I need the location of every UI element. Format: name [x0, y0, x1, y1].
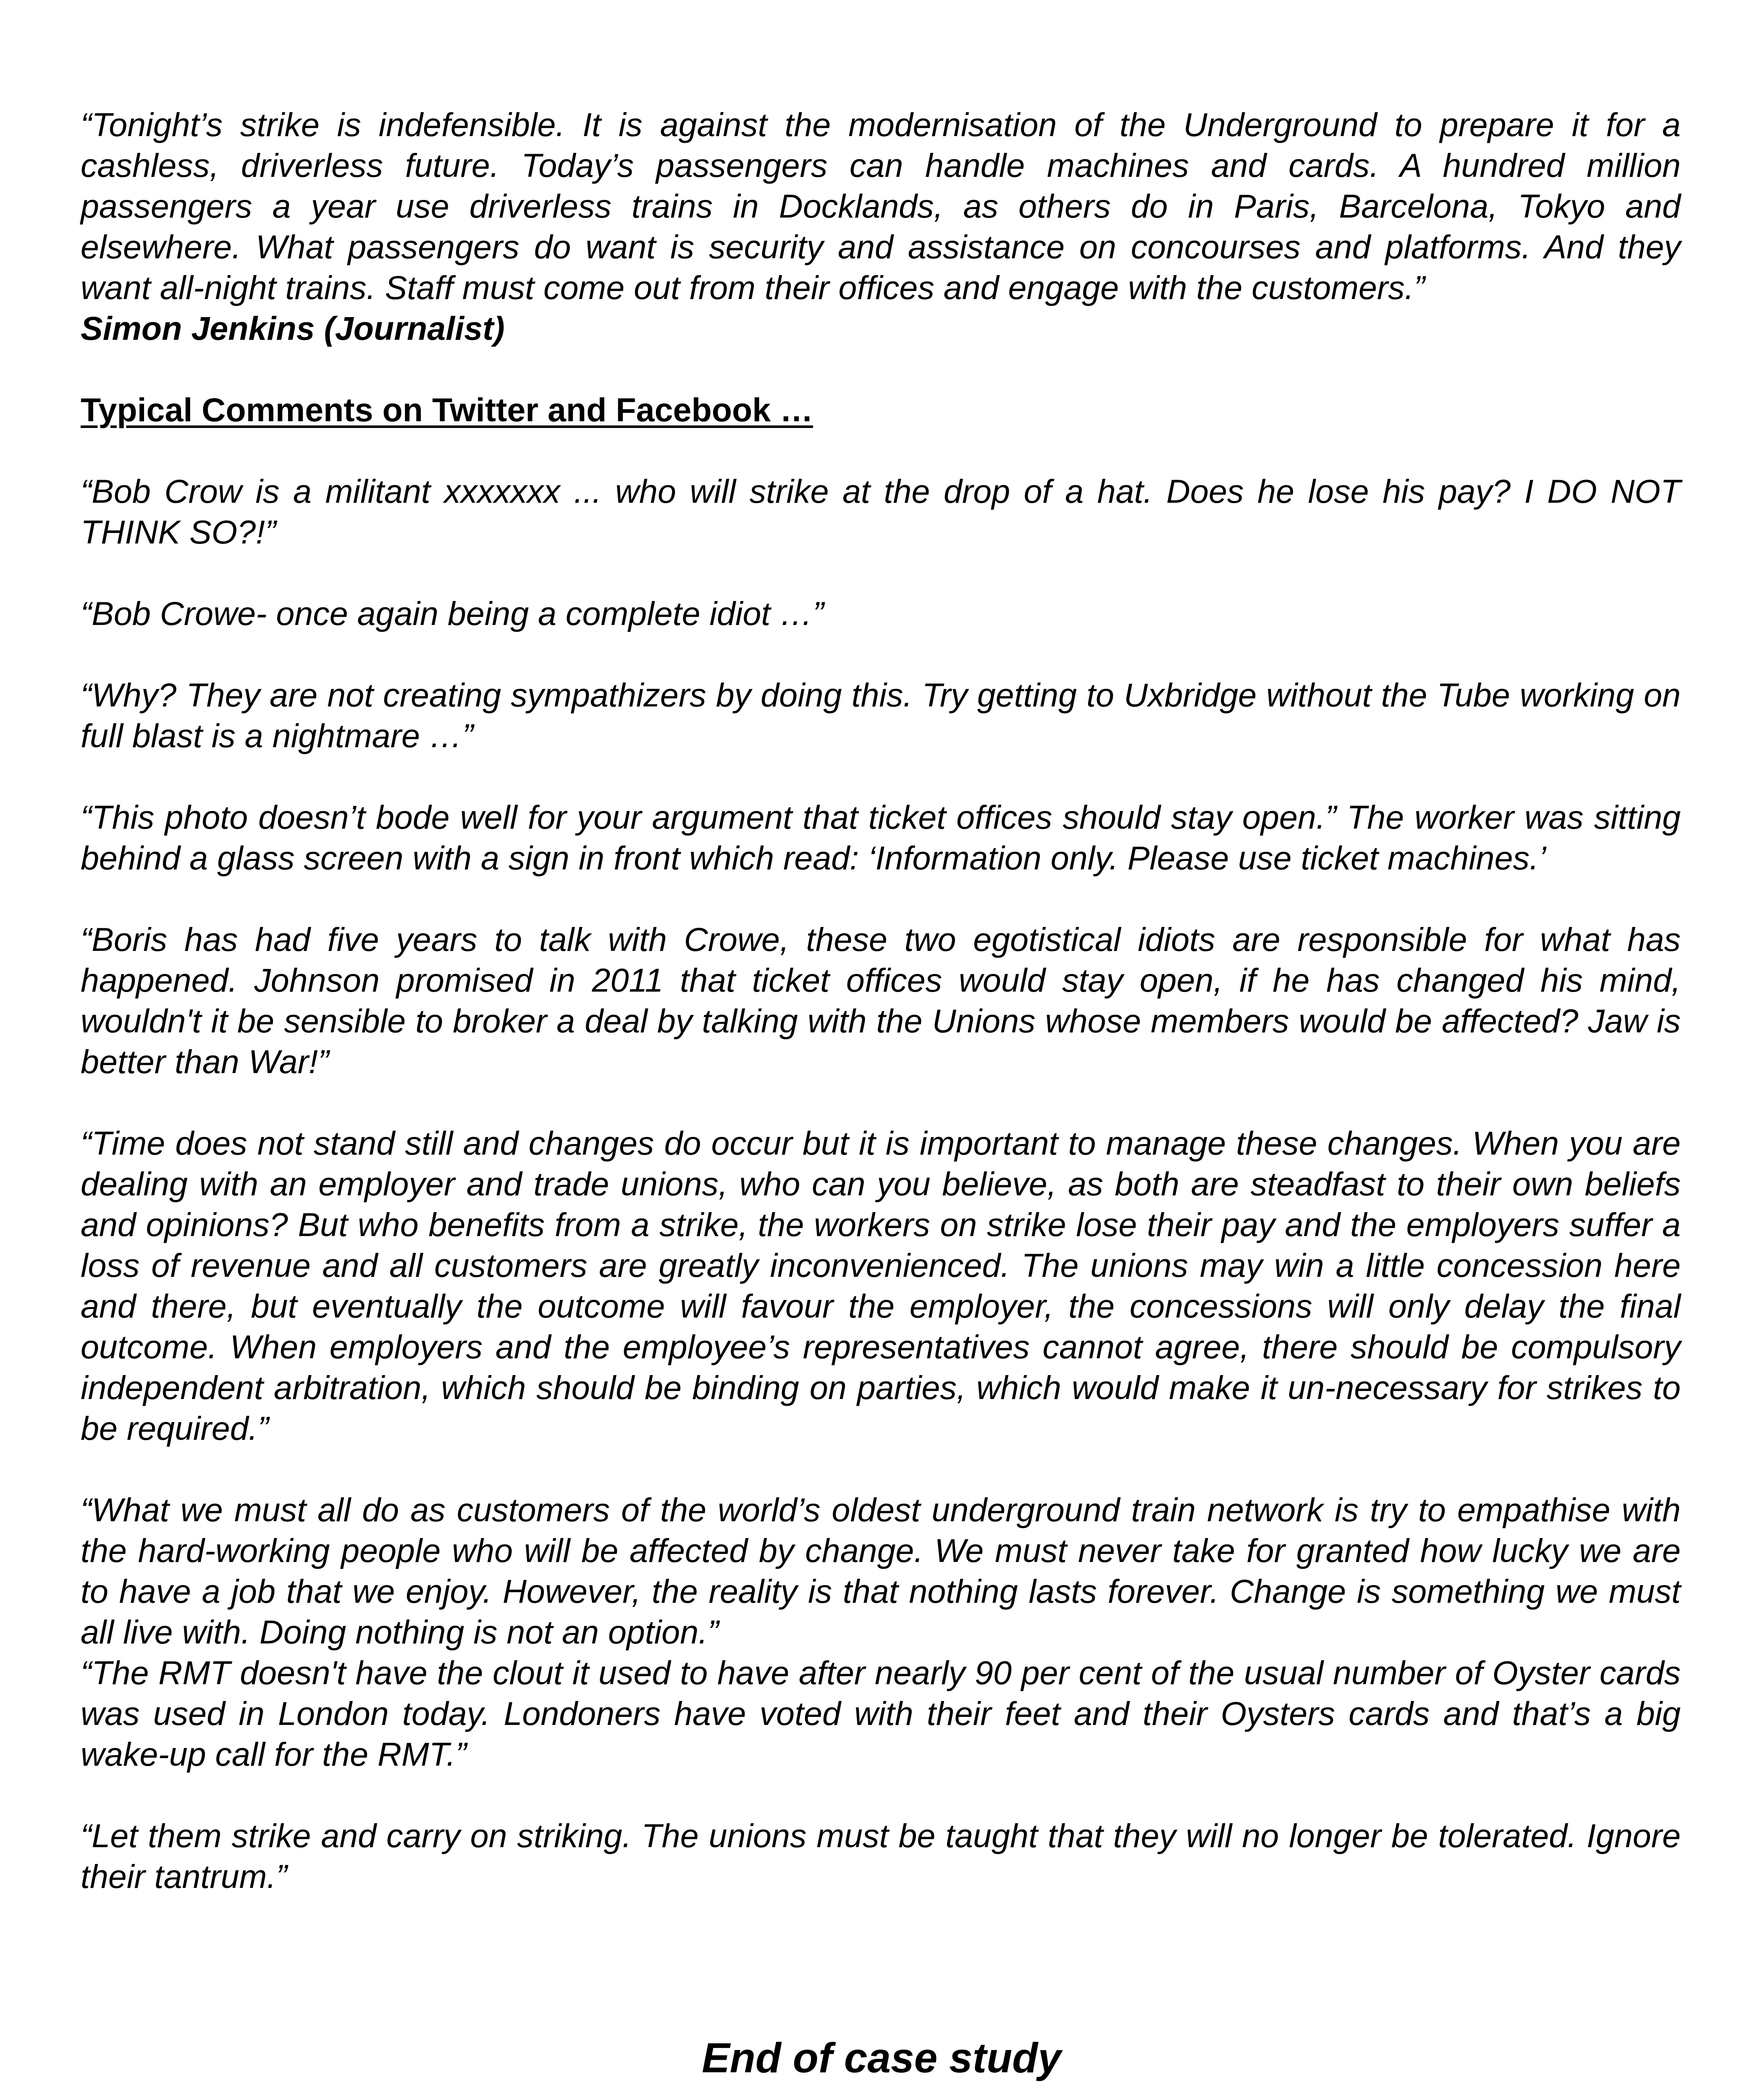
- comment-8: “The RMT doesn't have the clout it used to have after nearly 90 per cent of the usual number of Oyster cards was used in London today. Londoners have voted with their feet and their Oysters cards and that’s a big wake-up call for the RMT.”: [81, 1654, 1681, 1773]
- comment-6: “Time does not stand still and changes do occur but it is important to manage these changes. When you are dealing with an employer and trade unions, who can you believe, as both are steadfast to their own beliefs and opinions? But who benefits from a strike, the workers on strike lose their pay and the employers suffer a loss of revenue and all customers are greatly inconvenienced. The unions may win a little concession here and there, but eventually the outcome will favour the employer, the concessions will only delay the final outcome. When employers and the employee’s representatives cannot agree, there should be compulsory independent arbitration, which should be binding on parties, which would make it un-necessary for strikes to be required.”: [81, 1124, 1681, 1447]
- comment-9: “Let them strike and carry on striking. The unions must be taught that they will no longer be tolerated. Ignore their tantrum.”: [81, 1817, 1681, 1895]
- spacer: [81, 349, 1681, 389]
- quote-author: Simon Jenkins (Journalist): [81, 310, 505, 347]
- spacer: [81, 1449, 1681, 1489]
- spacer: [81, 552, 1681, 593]
- comment-3: “Why? They are not creating sympathizers by doing this. Try getting to Uxbridge without the Tube working on full blast is a nightmare …”: [81, 676, 1681, 754]
- section-heading: Typical Comments on Twitter and Facebook …: [81, 391, 813, 428]
- comment-1: “Bob Crow is a militant xxxxxxx ... who will strike at the drop of a hat. Does he lose his pay? I DO NOT THINK SO?!”: [81, 472, 1681, 551]
- comment-7: “What we must all do as customers of the world’s oldest underground train network is try to empathise with the hard-working people who will be affected by change. We must never take for granted how lucky we are to have a job that we enjoy. However, the reality is that nothing lasts forever. Change is something we must all live with. Doing nothing is not an option.”: [81, 1491, 1681, 1651]
- opening-quote: “Tonight’s strike is indefensible. It is against the modernisation of the Underground to prepare it for a cashless, driverless future. Today’s passengers can handle machines and cards. A hundred million passengers a year use driverless trains in Docklands, as others do in Paris, Barcelona, Tokyo and elsewhere. What passengers do want is security and assistance on concourses and platforms. And they want all-night trains. Staff must come out from their offices and engage with the customers.”: [81, 106, 1681, 306]
- end-of-case-study: End of case study: [702, 2034, 1061, 2082]
- spacer: [81, 634, 1681, 675]
- comment-4: “This photo doesn’t bode well for your argument that ticket offices should stay open.” The worker was sitting behind a glass screen with a sign in front which read: ‘Information only. Please use ticket machines.’: [81, 798, 1681, 877]
- spacer: [81, 1082, 1681, 1123]
- spacer: [81, 430, 1681, 471]
- spacer: [81, 756, 1681, 797]
- comment-2: “Bob Crowe- once again being a complete idiot …”: [81, 595, 824, 632]
- spacer: [81, 878, 1681, 919]
- comment-5: “Boris has had five years to talk with Crowe, these two egotistical idiots are responsible for what has happened. Johnson promised in 2011 that ticket offices would stay open, if he has changed his mind, wouldn't it be sensible to broker a deal by talking with the Unions whose members would be affected? Jaw is better than War!”: [81, 921, 1681, 1080]
- document-body: [81, 104, 1681, 1897]
- spacer: [81, 1774, 1681, 1815]
